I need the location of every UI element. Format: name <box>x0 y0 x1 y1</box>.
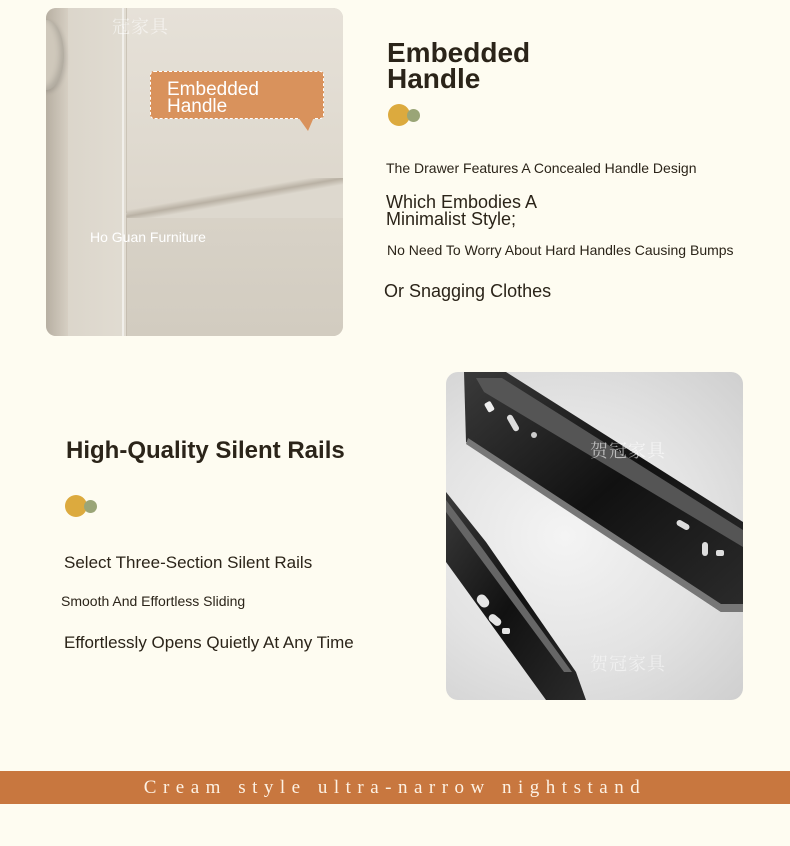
watermark-rail-1: 贺冠家具 <box>590 441 666 462</box>
watermark-rail-2: 贺冠家具 <box>590 654 666 675</box>
callout-tail <box>298 117 314 131</box>
section1-text-2 <box>386 194 537 228</box>
section1-text-2b: Minimalist Style; <box>386 209 517 229</box>
embedded-handle-callout <box>150 71 324 119</box>
section1-text-4: Or Snagging Clothes <box>384 281 552 301</box>
section2-text-3: Effortlessly Opens Quietly At Any Time <box>64 633 354 652</box>
section1-text-2a: Which Embodies A <box>386 192 538 212</box>
section2-text-1: Select Three-Section Silent Rails <box>64 553 313 572</box>
footer-banner-text: Cream style ultra-narrow nightstand <box>143 777 647 798</box>
decor-dots-icon <box>388 104 428 128</box>
drawer-handle-photo <box>46 8 343 336</box>
section2-title: High-Quality Silent Rails <box>66 437 345 464</box>
section1-title-line-1: Embedded <box>387 37 531 68</box>
decor-dots-icon <box>65 495 105 519</box>
brand-label: Ho Guan Furniture <box>90 229 206 245</box>
callout-line-1: Embedded <box>167 79 259 100</box>
section1-title-line-2: Handle <box>387 63 481 94</box>
section2-text-2: Smooth And Effortless Sliding <box>61 593 246 609</box>
section1-text-1: The Drawer Features A Concealed Handle Design <box>386 160 697 176</box>
section1-title <box>387 37 531 94</box>
callout-line-2: Handle <box>167 96 228 117</box>
watermark-top: 冠家具 <box>112 17 169 38</box>
section1-text-3: No Need To Worry About Hard Handles Causing Bumps <box>387 242 734 258</box>
